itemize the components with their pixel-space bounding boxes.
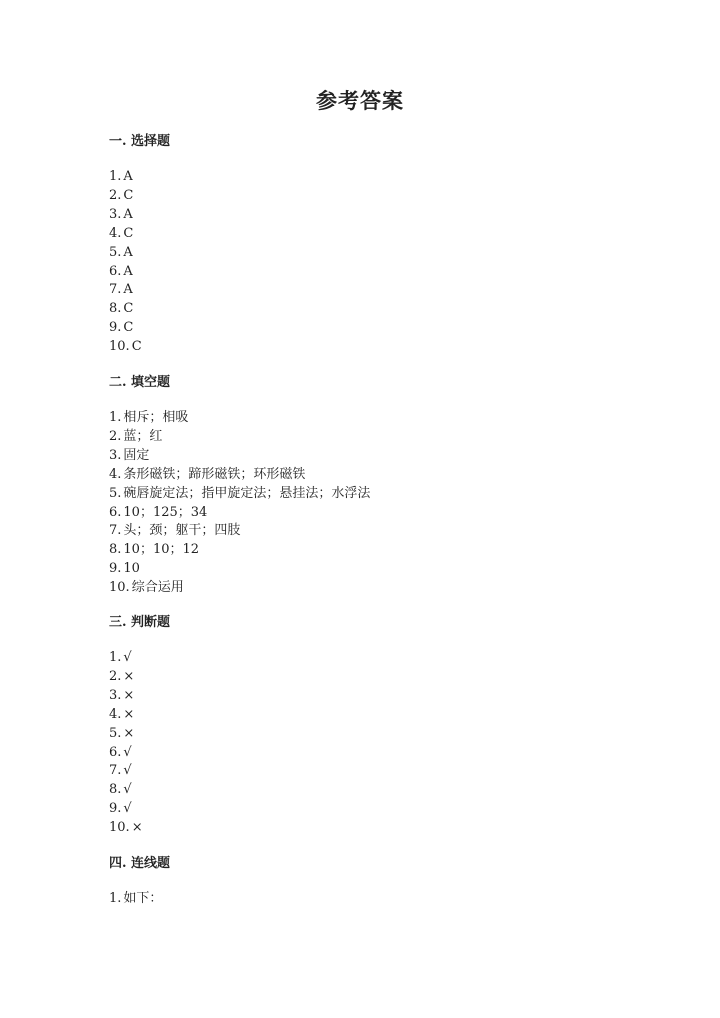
item-answer: 综合运用 [131, 580, 184, 596]
list-item [109, 541, 370, 560]
item-answer: √ [123, 782, 132, 798]
list-item [109, 225, 170, 244]
answer-list [109, 409, 370, 598]
item-answer: × [123, 687, 135, 703]
list-item [109, 890, 170, 909]
item-number: 9. [109, 320, 122, 336]
item-number: 2. [109, 668, 122, 684]
item-answer: C [123, 320, 134, 336]
list-item [109, 504, 370, 523]
item-number: 1. [109, 169, 122, 184]
item-answer: × [131, 820, 143, 836]
list-item [109, 579, 370, 598]
item-number: 4. [109, 466, 122, 482]
list-item [109, 168, 170, 187]
list-item [109, 447, 370, 466]
item-answer: A [123, 169, 133, 184]
list-item [109, 819, 170, 838]
list-item [109, 485, 370, 504]
item-number: 10. [109, 820, 130, 836]
list-item [109, 649, 170, 668]
item-answer: × [123, 668, 135, 684]
item-answer: A [123, 263, 133, 279]
item-number: 5. [109, 485, 122, 501]
list-item [109, 466, 370, 485]
list-item [109, 687, 170, 706]
item-number: 4. [109, 706, 122, 722]
item-answer: 头；颈；躯干；四肢 [123, 523, 241, 539]
list-item [109, 244, 170, 263]
section-multiple-choice [109, 132, 170, 357]
item-number: 9. [109, 561, 122, 577]
item-answer: A [123, 282, 133, 298]
item-number: 8. [109, 782, 122, 798]
list-item [109, 319, 170, 338]
item-number: 3. [109, 687, 122, 703]
section-fill-in-blank [109, 373, 370, 598]
page-title: 参考答案 [316, 88, 404, 113]
item-answer: 10；125；34 [123, 504, 208, 520]
item-answer: 如下： [123, 891, 163, 906]
item-answer: 条形磁铁；蹄形磁铁；环形磁铁 [123, 466, 306, 482]
item-answer: C [131, 339, 142, 355]
item-answer: 碗唇旋定法；指甲旋定法；悬挂法；水浮法 [123, 485, 371, 501]
list-item [109, 522, 370, 541]
item-answer: √ [123, 763, 132, 779]
item-number: 6. [109, 263, 122, 279]
item-number: 5. [109, 725, 122, 741]
list-item [109, 281, 170, 300]
item-number: 1. [109, 891, 122, 906]
list-item [109, 744, 170, 763]
item-number: 5. [109, 244, 122, 260]
list-item [109, 338, 170, 357]
item-answer: √ [123, 801, 132, 817]
list-item [109, 725, 170, 744]
list-item [109, 560, 370, 579]
item-answer: × [123, 725, 135, 741]
item-number: 8. [109, 542, 122, 558]
item-answer: × [123, 706, 135, 722]
section-heading: 一. 选择题 [109, 134, 171, 149]
item-answer: 10 [123, 561, 140, 577]
section-heading: 二. 填空题 [109, 375, 171, 390]
item-number: 1. [109, 410, 122, 425]
list-item [109, 668, 170, 687]
section-true-false [109, 613, 170, 838]
section-matching [109, 854, 170, 909]
list-item [109, 206, 170, 225]
list-item [109, 187, 170, 206]
item-answer: C [123, 225, 134, 241]
list-item [109, 762, 170, 781]
item-number: 1. [109, 650, 122, 665]
section-heading: 三. 判断题 [109, 615, 171, 630]
item-number: 2. [109, 428, 122, 444]
item-answer: A [123, 244, 133, 260]
item-number: 7. [109, 523, 122, 539]
item-number: 6. [109, 504, 122, 520]
item-answer: C [123, 301, 134, 317]
answer-list [109, 168, 170, 357]
item-number: 8. [109, 301, 122, 317]
item-answer: 相斥；相吸 [123, 410, 189, 425]
item-number: 10. [109, 339, 130, 355]
item-number: 7. [109, 763, 122, 779]
list-item [109, 781, 170, 800]
item-number: 10. [109, 580, 130, 596]
item-answer: C [123, 187, 134, 203]
item-answer: 蓝；红 [123, 428, 163, 444]
item-number: 6. [109, 744, 122, 760]
item-number: 3. [109, 447, 122, 463]
item-number: 2. [109, 187, 122, 203]
item-answer: 固定 [123, 447, 150, 463]
item-number: 4. [109, 225, 122, 241]
item-answer: A [123, 206, 133, 222]
item-answer: √ [123, 650, 132, 665]
list-item [109, 263, 170, 282]
section-heading: 四. 连线题 [109, 856, 171, 871]
list-item [109, 428, 370, 447]
answer-list [109, 890, 170, 909]
item-number: 3. [109, 206, 122, 222]
list-item [109, 300, 170, 319]
list-item [109, 706, 170, 725]
item-answer: 10；10；12 [123, 542, 200, 558]
list-item [109, 800, 170, 819]
list-item [109, 409, 370, 428]
answer-list [109, 649, 170, 838]
item-answer: √ [123, 744, 132, 760]
item-number: 9. [109, 801, 122, 817]
item-number: 7. [109, 282, 122, 298]
